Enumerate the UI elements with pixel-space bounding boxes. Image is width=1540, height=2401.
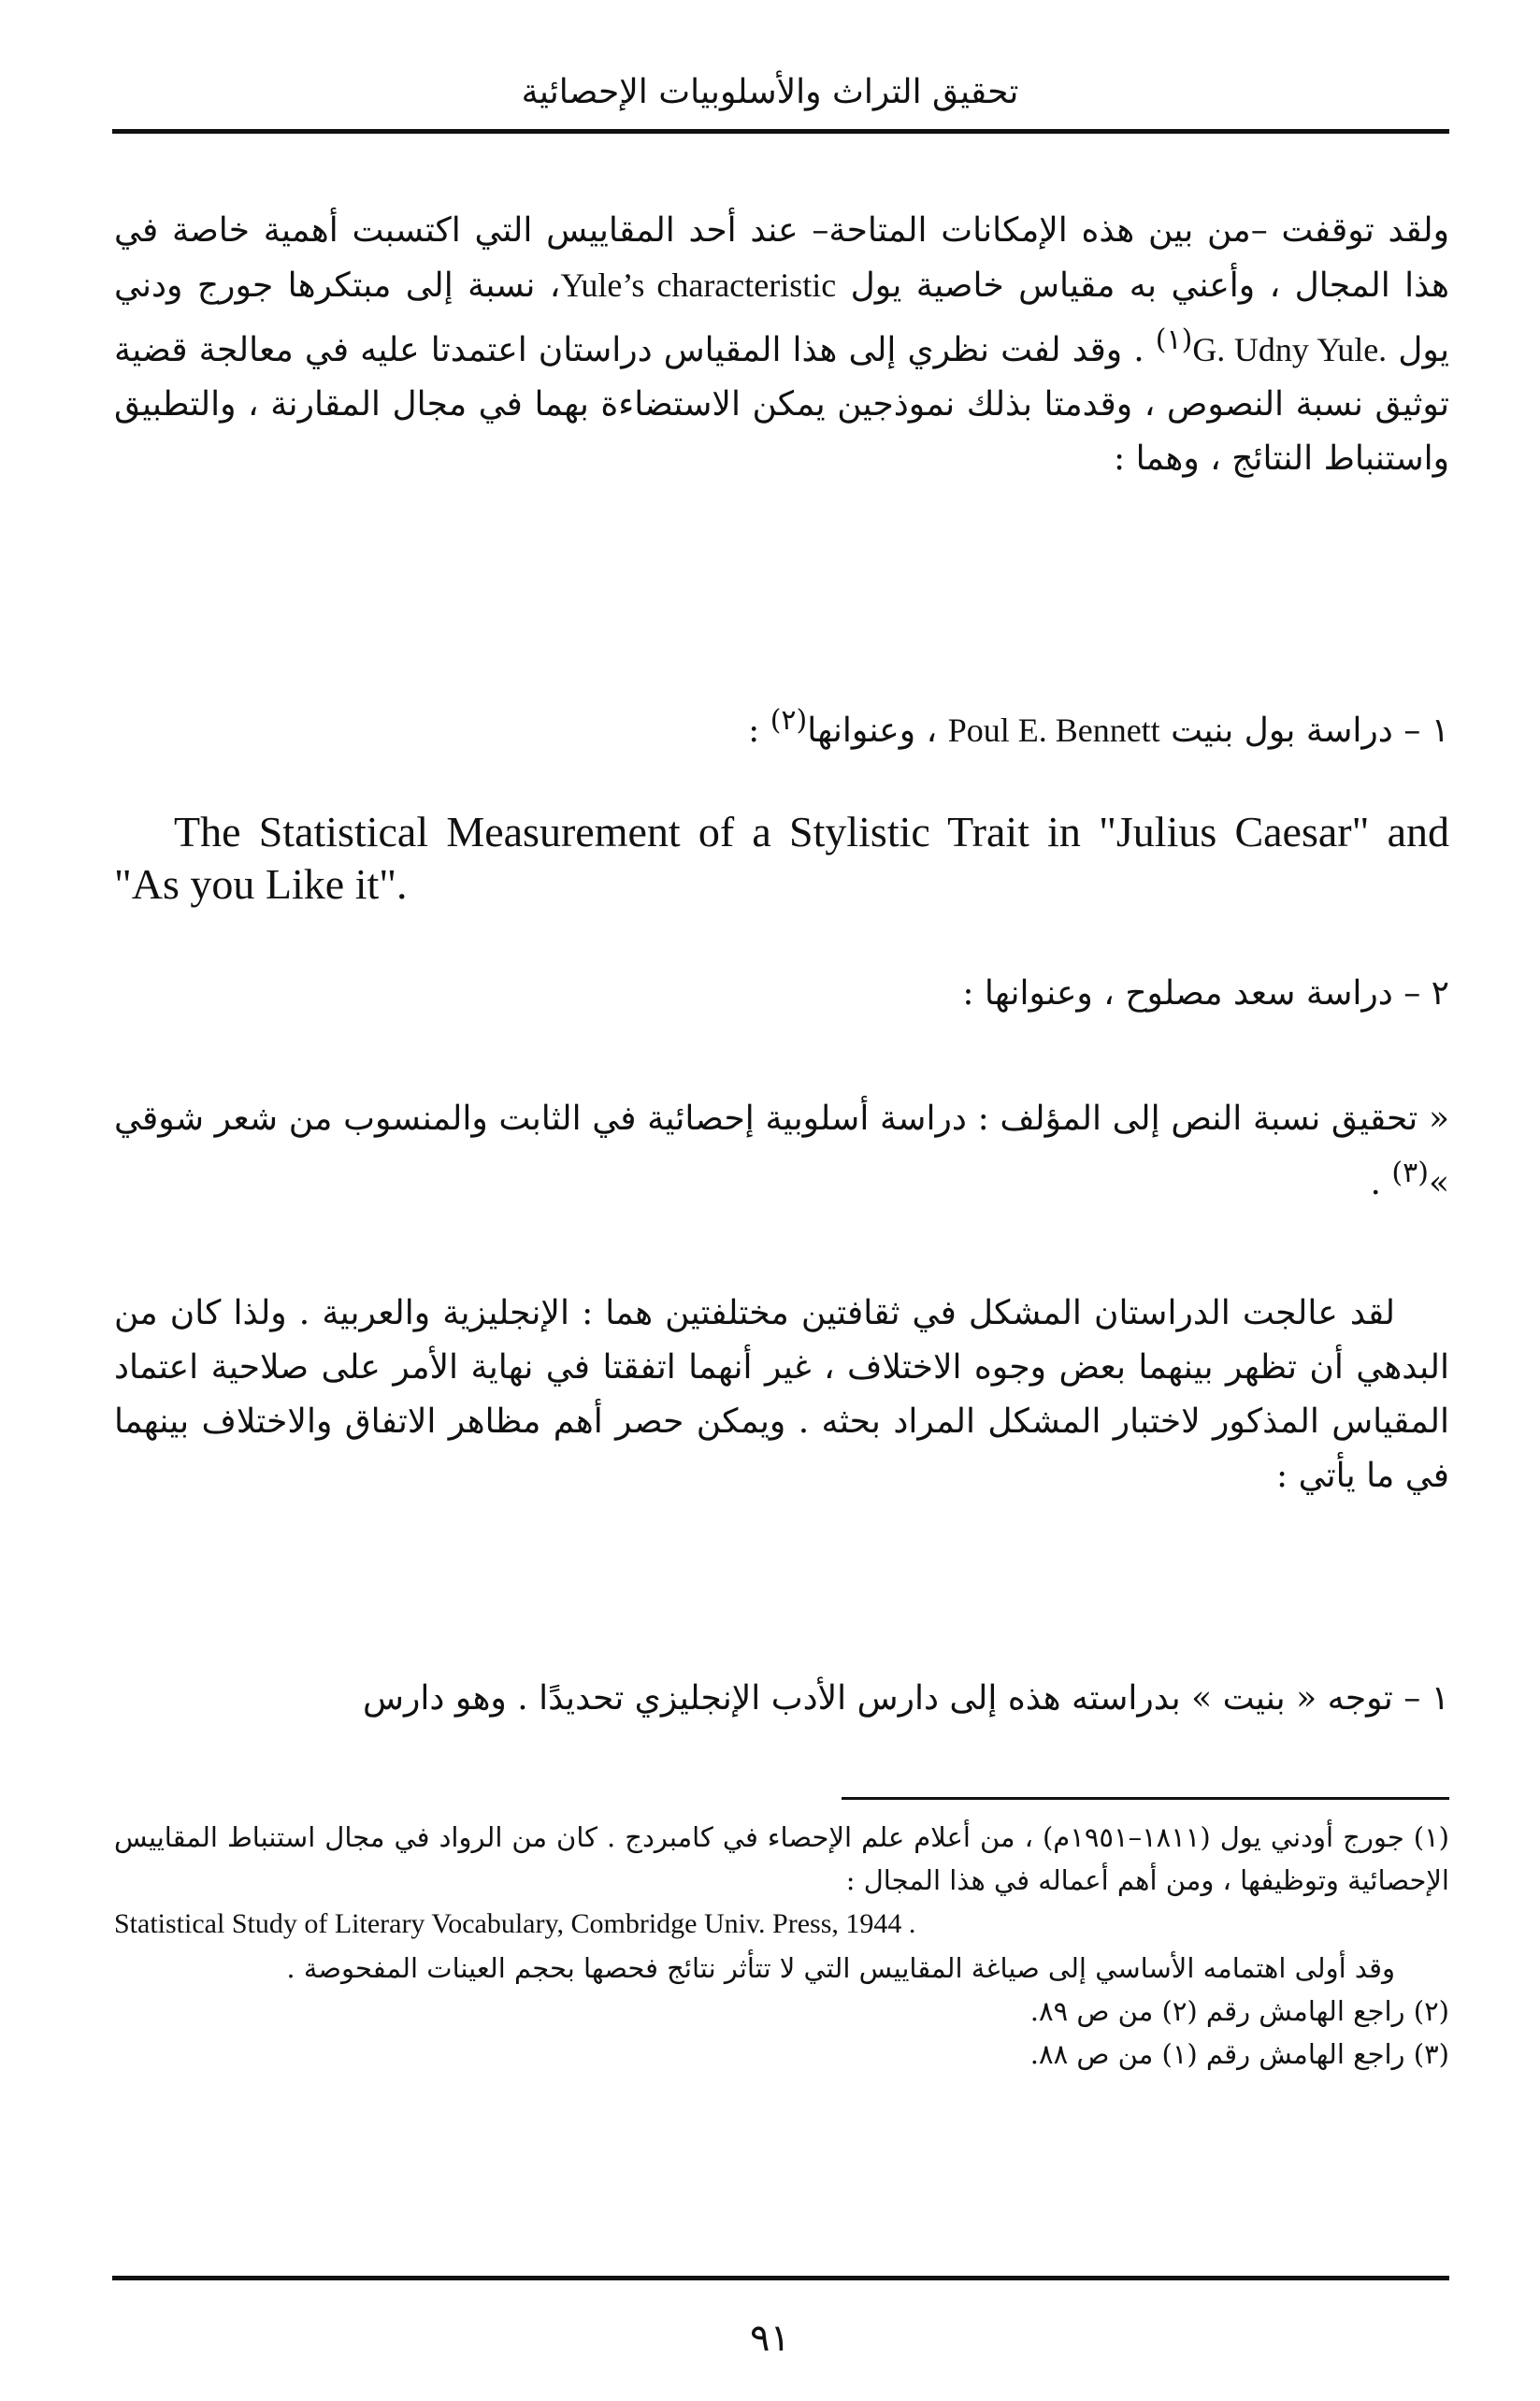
item-1-text-c: : — [748, 712, 770, 750]
header-rule — [112, 129, 1449, 134]
item-1 — [114, 694, 1449, 758]
yule-name: G. Udny Yule. — [1192, 331, 1388, 368]
quoted-title — [114, 1092, 1449, 1211]
english-study-title: The Statistical Measurement of a Stylistic Trait in "Julius Caesar" and "As you Like it". — [114, 808, 1449, 908]
footnote-1: (١) جورج أودني يول (١٨١١–١٩٥١م) ، من أعلام علم الإحصاء في كامبردج . كان من الرواد في مجال استنباط المقاييس الإحصائية وتوظيفها ، ومن أهم أعماله في هذا المجال : — [114, 1821, 1449, 1896]
paragraph-1 — [114, 204, 1449, 486]
paragraph-1-text-b: ، نسبة إلى مبتكرها جورج ودني يول — [114, 266, 1450, 369]
footnote-rule — [842, 1797, 1449, 1800]
footnote-ref-2: (٢) — [770, 704, 808, 737]
paragraph-1-text-a: ولقد توقفت –من بين هذه الإمكانات المتاحة– عند أحد المقاييس التي اكتسبت أهمية خاصة في هذا المجال ، وأعني به مقياس خاصية يول — [114, 211, 1449, 305]
footnotes — [114, 1816, 1449, 2076]
item-2: ٢ – دراسة سعد مصلوح ، وعنوانها : — [962, 974, 1449, 1013]
footnote-1-continuation: وقد أولى اهتمامه الأساسي إلى صياغة المقاييس التي لا تتأثر نتائج فحصها بحجم العينات المفحوصة . — [286, 1952, 1395, 1984]
quoted-title-text: « تحقيق نسبة النص إلى المؤلف : دراسة أسلوبية إحصائية في الثابت والمنسوب من شعر شوقي » — [114, 1100, 1449, 1202]
quoted-title-end: . — [1370, 1164, 1392, 1202]
footnote-1-reference: Statistical Study of Literary Vocabulary, Combridge Univ. Press, 1944 . — [114, 1908, 916, 1939]
yule-characteristic-term: Yule’s characteristic — [560, 266, 837, 304]
footnote-3: (٣) راجع الهامش رقم (١) من ص ٨٨. — [1029, 2038, 1449, 2070]
footnote-2: (٢) راجع الهامش رقم (٢) من ص ٨٩. — [1029, 1995, 1449, 2027]
item-1-text-b: ، وعنوانها — [807, 712, 948, 750]
page-number: ٩١ — [750, 2317, 790, 2360]
paragraph-3: ١ – توجه « بنيت » بدراسته هذه إلى دارس الأدب الإنجليزي تحديدًا . وهو دارس — [363, 1679, 1449, 1718]
bennett-name: Poul E. Bennett — [947, 712, 1160, 749]
footnote-ref-1: (١) — [1155, 323, 1193, 356]
footer-rule — [112, 2276, 1449, 2280]
paragraph-1-text-c: . وقد لفت نظري إلى هذا المقياس دراستان اعتمدتا عليه في معالجة قضية توثيق نسبة النصوص ، وقدمتا بذلك نموذجين يمكن الاستضاءة بهما في مجال المقارنة ، والتطبيق واستنباط النتائج ، وهما : — [114, 331, 1449, 478]
paragraph-2: لقد عالجت الدراستان المشكل في ثقافتين مختلفتين هما : الإنجليزية والعربية . ولذا كان من البدهي أن تظهر بينهما بعض وجوه الاختلاف ، غير أنهما اتفقتا في نهاية الأمر على صلاحية اعتماد المقياس المذكور لاختبار المشكل المراد بحثه . ويمكن حصر أهم مظاهر الاتفاق والاختلاف بينهما في ما يأتي : — [114, 1294, 1449, 1495]
running-title: تحقيق التراث والأسلوبيات الإحصائية — [521, 73, 1019, 111]
item-1-text-a: ١ – دراسة بول بنيت — [1159, 712, 1449, 750]
footnote-ref-3: (٣) — [1391, 1157, 1429, 1189]
